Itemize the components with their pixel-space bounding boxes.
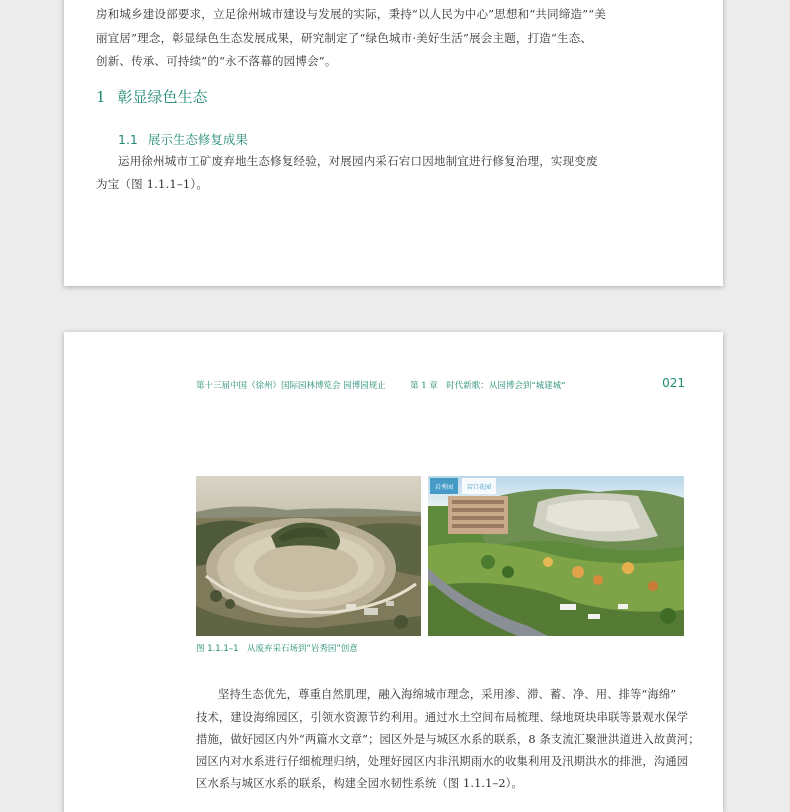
section-number: 1 [96, 88, 106, 106]
section-title: 彰显绿色生态 [117, 88, 208, 106]
intro-line-3: 创新、传承、可持续”的“永不落幕的园博会”。 [96, 54, 337, 68]
p2-body-line-2: 技术，建设海绵园区，引领水资源节约利用。通过水土空间布局梳理、绿地斑块串联等景观水保学 [196, 711, 689, 724]
p2-body-line-4: 园区内对水系进行仔细梳理归纳，处理好园区内非汛期雨水的收集利用及汛期洪水的排泄，沟通园 [196, 755, 689, 768]
page-number: 021 [662, 376, 685, 390]
page-top [64, 0, 723, 286]
intro-line-1: 房和城乡建设部要求，立足徐州城市建设与发展的实际，秉持“以人民为中心”思想和“共同缔造”“美 [96, 7, 607, 21]
garden-render-photo [428, 476, 684, 636]
page-bottom [64, 332, 723, 812]
quarry-photo [196, 476, 421, 636]
quarry-photo-icon [196, 476, 421, 636]
garden-render-photo-icon [428, 476, 684, 636]
subsection-heading [118, 130, 248, 148]
running-header-chapter: 第 1 章 时代新歌：从园博会到“城建城” [410, 381, 566, 391]
subsection-title: 展示生态修复成果 [147, 132, 248, 147]
garden-badge-text: 岩秀园 [434, 484, 454, 491]
figure-caption: 图 1.1.1–1 从废弃采石场到“岩秀园”创意 [196, 644, 358, 654]
intro-line-2: 丽宜居”理念，彰显绿色生态发展成果，研究制定了“绿色城市·美好生活”展会主题，打造“生态、 [96, 31, 593, 45]
subsection-number: 1.1 [118, 132, 138, 147]
p2-body-line-5: 区水系与城区水系的联系，构建全园水韧性系统（图 1.1.1–2）。 [196, 777, 523, 790]
p2-body-line-1: 坚持生态优先，尊重自然肌理，融入海绵城市理念，采用渗、滞、蓄、净、用、排等“海绵” [218, 688, 677, 701]
body-line-2: 为宝（图 1.1.1–1）。 [96, 177, 209, 191]
p2-body-line-3: 措施，做好园区内外“两篇水文章”；园区外是与城区水系的联系，8 条支流汇聚泄洪道进入故黄河； [196, 733, 700, 746]
running-header-book: 第十三届中国（徐州）国际园林博览会 园博园规止 [196, 381, 386, 391]
garden-tag-text: 宕口花园 [466, 484, 492, 491]
body-line-1: 运用徐州城市工矿废弃地生态修复经验，对展园内采石宕口因地制宜进行修复治理，实现变废 [118, 154, 598, 168]
section-heading [96, 86, 208, 107]
